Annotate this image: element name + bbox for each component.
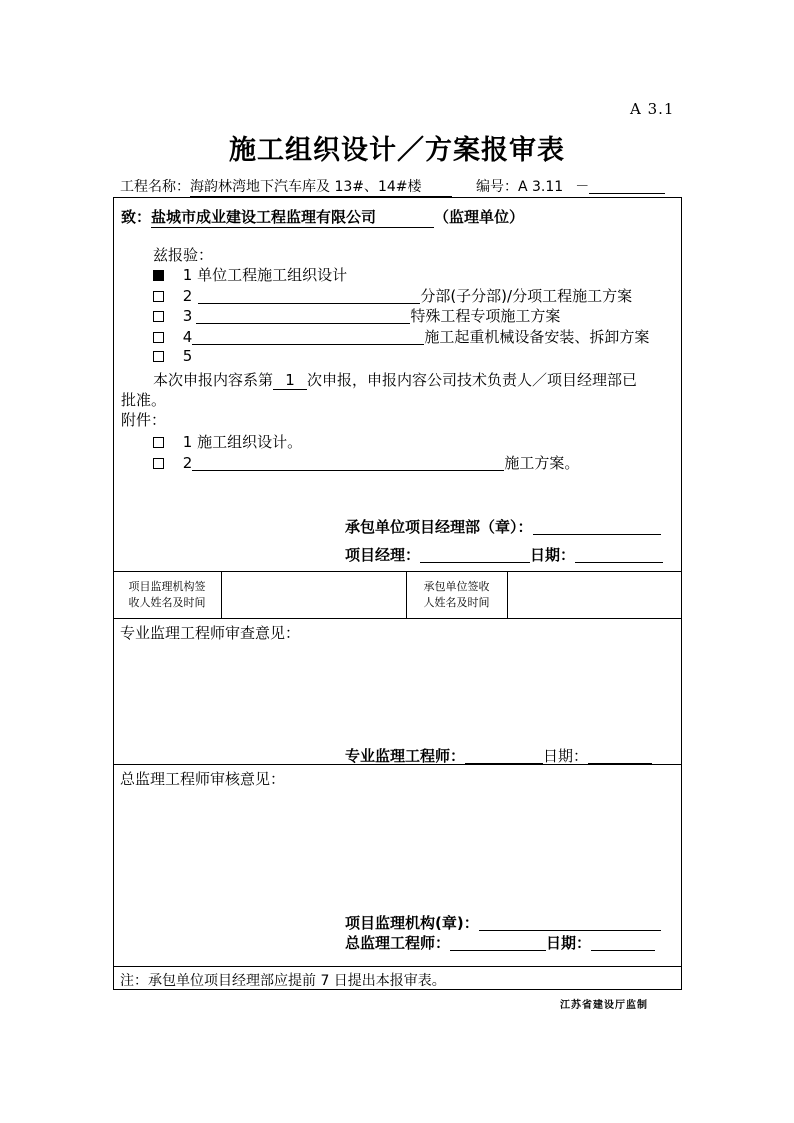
contractor-receipt-field[interactable] xyxy=(508,572,681,617)
manager-label: 项目经理： xyxy=(345,546,421,564)
attachment-2-blank[interactable] xyxy=(192,456,504,471)
form-note: 注：承包单位项目经理部应提前 7 日提出本报审表。 xyxy=(120,973,446,989)
item-4-blank[interactable] xyxy=(192,330,424,345)
chief-sign-label: 总监理工程师： xyxy=(345,934,451,952)
recipient-line xyxy=(121,206,524,228)
divider xyxy=(113,618,682,619)
attachment-1-num: 1 xyxy=(182,433,193,451)
supervisor-receipt-line2: 收人姓名及时间 xyxy=(128,596,206,609)
contractor-dept-sign xyxy=(345,516,661,537)
item-3 xyxy=(153,305,560,326)
contractor-date-blank[interactable] xyxy=(575,548,663,563)
project-name: 海韵林湾地下汽车库及 13#、14#楼 xyxy=(190,176,452,197)
checkbox-item-2[interactable] xyxy=(153,291,164,302)
number-dash: － xyxy=(575,179,590,195)
item-1-num: 1 xyxy=(182,266,193,284)
chief-sign-line xyxy=(345,932,655,953)
item-1 xyxy=(153,264,347,285)
specialist-sign-line xyxy=(345,745,652,766)
divider xyxy=(113,966,682,967)
item-4-num: 4 xyxy=(182,328,193,346)
chief-date-blank[interactable] xyxy=(591,936,655,951)
chief-date-label: 日期： xyxy=(546,934,592,952)
item-4 xyxy=(153,326,649,347)
declaration-line2: 批准。 xyxy=(121,391,167,409)
contractor-receipt-line1: 承包单位签收 xyxy=(423,580,490,593)
attachment-1-text: 施工组织设计。 xyxy=(197,433,303,451)
specialist-review-label: 专业监理工程师审查意见： xyxy=(120,624,301,642)
dept-seal-blank[interactable] xyxy=(533,520,661,535)
item-2-num: 2 xyxy=(182,287,193,305)
chief-org-label: 项目监理机构(章)： xyxy=(345,914,479,932)
contractor-manager-sign xyxy=(345,544,663,565)
chief-org-blank[interactable] xyxy=(479,916,661,931)
specialist-date-blank[interactable] xyxy=(588,749,652,764)
contractor-receipt-cell xyxy=(406,579,507,611)
checkbox-attachment-1[interactable] xyxy=(153,437,164,448)
specialist-review-field[interactable] xyxy=(120,645,675,740)
manager-blank[interactable] xyxy=(420,548,530,563)
recipient-org: 盐城市成业建设工程监理有限公司 xyxy=(151,206,434,228)
item-5 xyxy=(153,347,192,365)
attachment-2-text: 施工方案。 xyxy=(504,454,580,472)
supervisor-receipt-field[interactable] xyxy=(222,572,405,617)
project-header xyxy=(120,176,452,197)
chief-sign-blank[interactable] xyxy=(450,936,546,951)
declaration-prefix: 本次申报内容系第 xyxy=(153,371,274,389)
number-prefix: A 3.11 xyxy=(518,179,564,195)
item-3-num: 3 xyxy=(182,307,193,325)
number-label: 编号： xyxy=(476,179,518,195)
footer-issuer: 江苏省建设厅监制 xyxy=(560,1000,648,1011)
chief-review-label: 总监理工程师审核意见： xyxy=(120,770,286,788)
specialist-date-label: 日期： xyxy=(543,747,589,765)
supervisor-receipt-cell xyxy=(113,579,221,611)
submit-intro: 兹报验： xyxy=(153,246,214,264)
item-5-num: 5 xyxy=(182,347,193,365)
declaration-suffix: 次申报，申报内容公司技术负责人／项目经理部已 xyxy=(307,371,638,389)
project-label: 工程名称： xyxy=(120,179,190,195)
item-3-text: 特殊工程专项施工方案 xyxy=(410,307,561,325)
dept-label: 承包单位项目经理部（章）： xyxy=(345,518,533,536)
checkbox-item-1[interactable] xyxy=(153,270,164,281)
page-title: 施工组织设计／方案报审表 xyxy=(229,135,565,166)
form-code: A 3.1 xyxy=(630,100,675,118)
supervisor-receipt-line1: 项目监理机构签 xyxy=(128,580,206,593)
declaration-line xyxy=(153,369,637,390)
submission-count: 1 xyxy=(273,371,307,390)
attachment-2-num: 2 xyxy=(182,454,193,472)
to-label: 致： xyxy=(121,208,152,226)
specialist-sign-label: 专业监理工程师： xyxy=(345,747,466,765)
item-2-text: 分部(子分部)/分项工程施工方案 xyxy=(420,287,633,305)
checkbox-attachment-2[interactable] xyxy=(153,458,164,469)
number-header xyxy=(476,176,665,196)
attachment-1 xyxy=(153,431,302,452)
checkbox-item-4[interactable] xyxy=(153,332,164,343)
item-2-blank[interactable] xyxy=(198,289,420,304)
org-suffix: （监理单位） xyxy=(434,208,525,226)
item-3-blank[interactable] xyxy=(196,309,410,324)
checkbox-item-5[interactable] xyxy=(153,351,164,362)
item-2 xyxy=(153,285,632,306)
chief-org-line xyxy=(345,912,661,933)
number-blank[interactable] xyxy=(589,179,665,194)
item-1-text: 单位工程施工组织设计 xyxy=(197,266,348,284)
attachment-2 xyxy=(153,452,579,473)
chief-review-field[interactable] xyxy=(120,792,675,902)
specialist-sign-blank[interactable] xyxy=(465,749,543,764)
checkbox-item-3[interactable] xyxy=(153,311,164,322)
contractor-receipt-line2: 人姓名及时间 xyxy=(423,596,490,609)
item-4-text: 施工起重机械设备安装、拆卸方案 xyxy=(424,328,650,346)
attachments-label: 附件： xyxy=(121,411,167,429)
contractor-date-label: 日期： xyxy=(530,546,576,564)
